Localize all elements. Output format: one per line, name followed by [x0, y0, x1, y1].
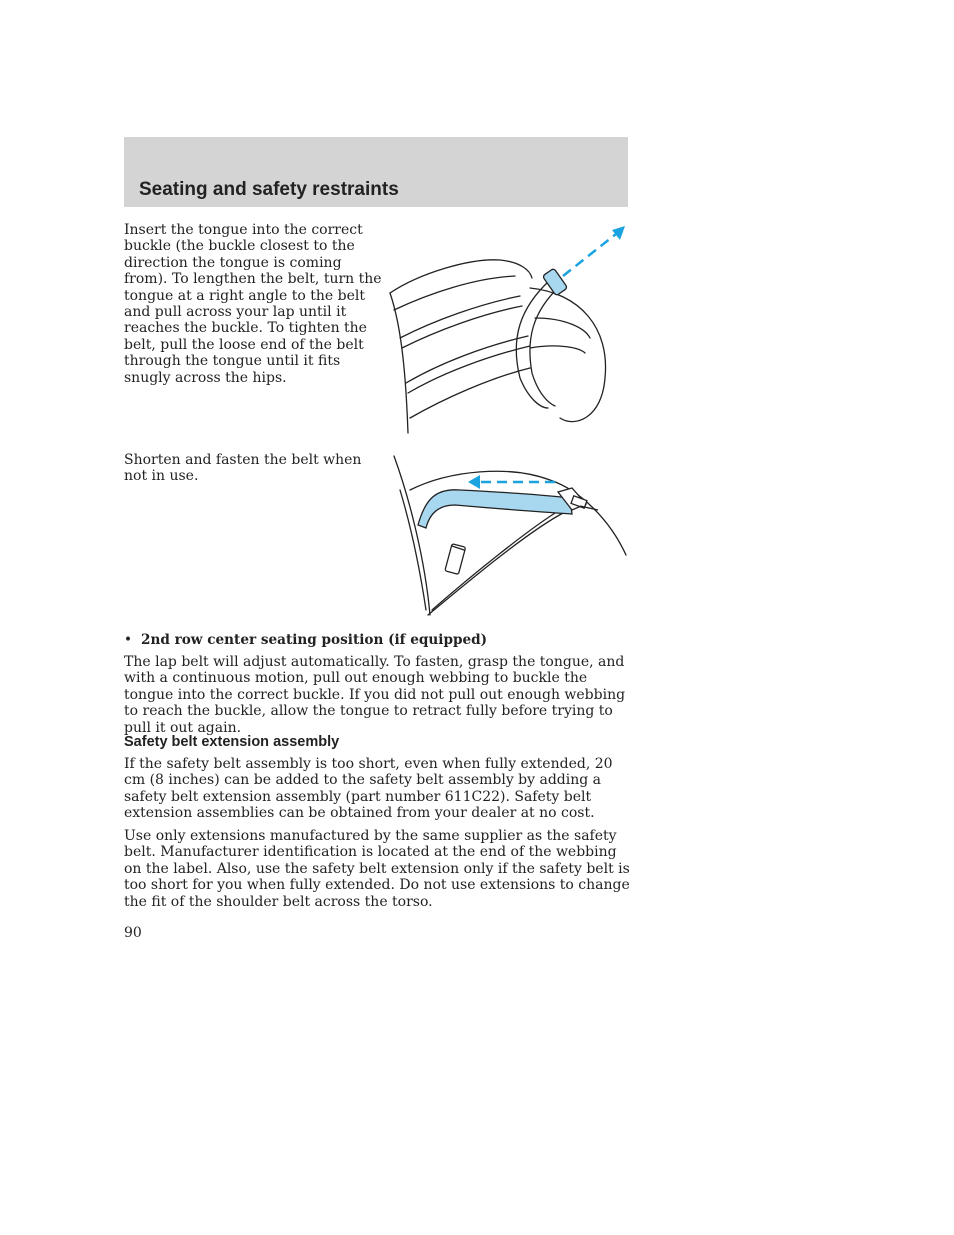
lap-belt-paragraph: The lap belt will adjust automatically. To fasten, grasp the tongue, and with a continuous motion, pull out enough webbing to buckle the tongue into the correct buckle. If you did not pull out enough webbing to reach the buckle, allow the tongue to retract fully before trying to pull it out again. — [124, 654, 626, 736]
bullet-heading — [124, 632, 487, 648]
section-header — [124, 137, 628, 207]
insert-tongue-paragraph: Insert the tongue into the correct buckle (the buckle closest to the direction the tongue is coming from). To lengthen the belt, turn the tongue at a right angle to the belt and pull across your lap until it reaches the buckle. To tighten the belt, pull the loose end of the belt through the tongue until it fits snugly across the hips. — [124, 222, 382, 386]
page-number: 90 — [124, 925, 142, 941]
bullet-heading-text: 2nd row center seating position (if equipped) — [141, 632, 488, 648]
seat-belt-shorten-illustration — [380, 450, 630, 620]
bullet-dot-icon: • — [124, 632, 133, 648]
page-title: Seating and safety restraints — [139, 179, 399, 200]
shorten-belt-paragraph: Shorten and fasten the belt when not in use. — [124, 452, 362, 485]
extension-paragraph-1: If the safety belt assembly is too short, even when fully extended, 20 cm (8 inches) can be added to the safety belt assembly by adding a safety belt extension assembly (part number 611C22). Safety belt extension assemblies can be obtained from your dealer at no cost. — [124, 756, 613, 822]
seat-belt-lengthen-illustration — [380, 218, 630, 438]
extension-heading: Safety belt extension assembly — [124, 734, 340, 750]
extension-paragraph-2: Use only extensions manufactured by the same supplier as the safety belt. Manufacturer identification is located at the end of the webbing on the label. Also, use the safety belt extension only if the safety belt is too short for you when fully extended. Do not use extensions to change the fit of the shoulder belt across the torso. — [124, 828, 630, 910]
